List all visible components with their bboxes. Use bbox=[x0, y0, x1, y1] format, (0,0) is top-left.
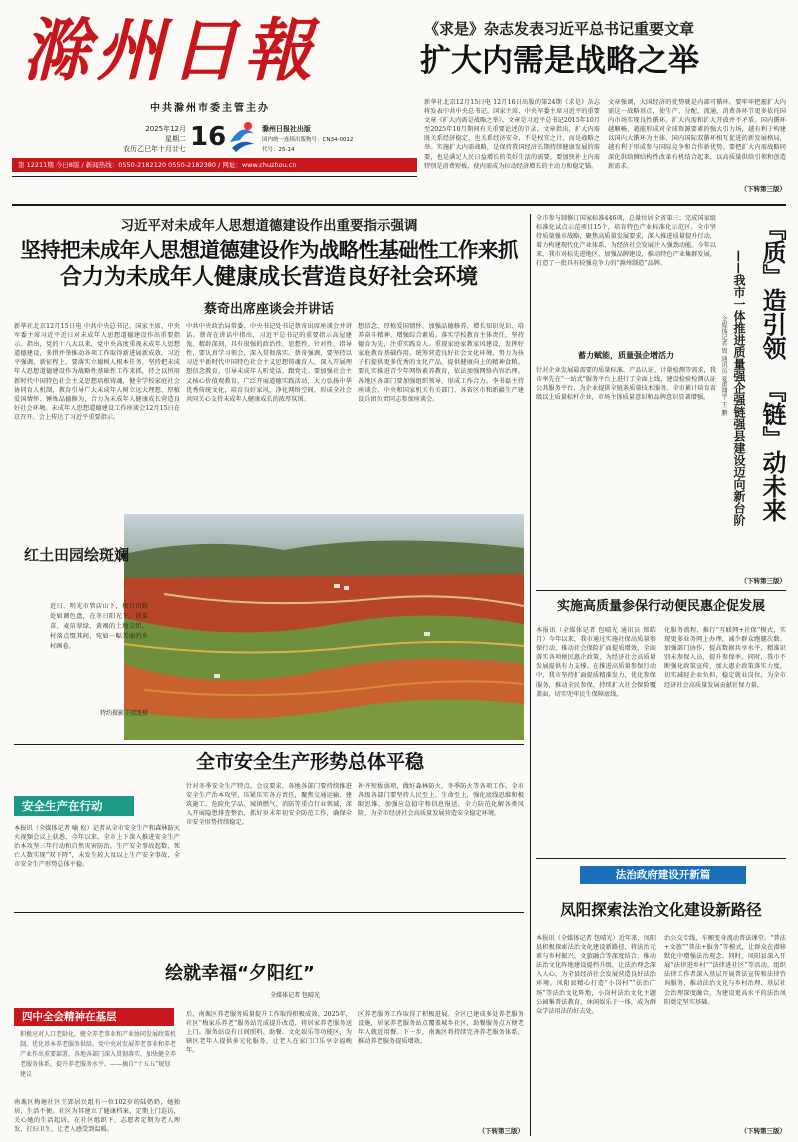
lead-story-subhead: 蔡奇出席座谈会并讲话 bbox=[203, 302, 334, 317]
quality-story-vertical-title-a: 『质』造引领 bbox=[758, 216, 786, 360]
care-story-col2: 后，南谯区养老服务质量提升工作取得积极成效。2025年，社区“梅家乐养老”服务站完成提升改造，将居家养老服务送上门。服务站设有日间照料、助餐、文化娱乐等功能区，为辖区老年人提供多元化服务，让老人在家门口乐享幸福晚年。 bbox=[186, 1011, 352, 1055]
quality-story-col1: 全市参与制修订国家标准446项，总量位居全省第三；完成国家级标准化试点示范项目15个，培育特色产业标准化示范区。全市坚持质量强市战略，聚焦高质量发展要求，深入推进质量提升行动，着力构建现代化产业体系，为经济社会发展注入强劲动能。今年以来，我市对标先进地区，加强品牌建设，推动特色产业集群发展，打造了一批具有较强竞争力的“滁州制造”品牌。 bbox=[536, 215, 716, 268]
masthead-organ: 中共滁州市委主管主办 bbox=[150, 103, 270, 114]
care-story-banner: 四中全会精神在基层 bbox=[14, 1008, 174, 1026]
care-story-byline: 全媒体记者 包晴光 bbox=[270, 992, 320, 999]
care-story-continued: （下转第三版） bbox=[478, 1127, 524, 1135]
safety-story-col1: 本报讯（全媒体记者 喻 松）记者从全市安全生产和森林防灭火视频会议上获悉，今年以来，全市上下深入推进安全生产治本攻坚三年行动和自然灾害防治，生产安全事故起数、死亡人数实现“双下降”，未发生较大及以上生产安全事故，全市安全生产形势总体平稳。 bbox=[14, 825, 180, 869]
section-divider-safety bbox=[14, 912, 524, 913]
masthead-publisher: 滁州日报社出版 bbox=[262, 125, 311, 133]
section-divider-quality bbox=[536, 590, 786, 591]
top-story-headline: 扩大内需是战略之举 bbox=[420, 43, 699, 79]
masthead-day-number: 16 bbox=[190, 122, 227, 152]
safety-story-headline: 全市安全生产形势总体平稳 bbox=[195, 751, 424, 773]
column-divider bbox=[530, 214, 531, 1136]
care-story-intro: 积极应对人口老龄化，健全养老事业和产业协同发展政策机制，优化基本养老服务供给。党中央对发展养老事业和养老产业作出重要部署，各地各部门深入贯彻落实，加快健全养老服务体系，提升养老服务水平。——摘自“十五五”规划建议 bbox=[20, 1031, 176, 1078]
lead-story-col3: 想信念、厚植爱国情怀、加强品德修养、增长知识见识、培养奋斗精神、增强综合素质。落实学校教育主体责任，坚持德育为先，注重实践育人。重视家庭家教家风建设，发挥好家庭教育基础作用。统筹营造良好社会文化环境，努力为孩子们提供更多优秀的文化产品，提供健康向上的精神食粮。要扎实推进青少年网络素养教育，依法加强网络内容治理。各地区各部门要加强组织领导，形成工作合力。李书磊主持座谈会。中央和国家机关有关部门、各省区市和新疆生产建设兵团负责同志参加座谈会。 bbox=[358, 323, 524, 403]
issue-line: 第 12211期 今日8版 / 新闻热线：0550-2182120 0550-2182380 / 网址：www.chuzhou.cn bbox=[18, 161, 297, 169]
care-story-col1: 南谯区梅塘社区王郢居民组有一位102岁的陆奶奶，她独居，生活不便。社区为其建立了健康档案，定期上门巡访，关心她的生活起居。在社区组织下，志愿者定期为老人理发、打扫卫生，让老人感受到温暖。 bbox=[14, 1099, 180, 1134]
quality-story-vertical-byline: 全媒体记者 毁 通讯员 夏甫翔宇 王 鹏 bbox=[720, 316, 727, 416]
lead-story-headline-1: 坚持把未成年人思想道德建设作为战略性基础性工作来抓 bbox=[20, 238, 518, 262]
masthead-date-line: 2025年12月 bbox=[145, 125, 186, 133]
lead-story-headline-2: 合力为未成年人健康成长营造良好社会环境 bbox=[59, 265, 478, 290]
photo-story-credit: 特约摄影王靖波摄 bbox=[99, 710, 148, 717]
insurance-story-headline: 实施高质量参保行动便民惠企促发展 bbox=[556, 599, 765, 614]
landscape-photo bbox=[124, 514, 524, 740]
section-divider-top bbox=[12, 204, 786, 206]
photo-story bbox=[14, 514, 524, 740]
quality-story-subhead: 蓄力赋能，质量强企增活力 bbox=[578, 351, 674, 360]
law-story-col1: 本报讯（全媒体记者 包晴光）近年来，凤阳县积极探索法治文化建设新路径，将法治元素与乡村振兴、文旅融合等深度结合，推动法治文化阵地建设提档升级，让法治理念深入人心，为全县经济社会发展营造良好法治环境。凤阳县精心打造“小岗村”“法治广场”等法治文化阵地，小岗村法治文化主题公园集普法教育、休闲娱乐于一体，成为群众学法用法的好去处。 bbox=[536, 935, 656, 1015]
masthead bbox=[0, 0, 798, 206]
law-story-banner: 法治政府建设开新篇 bbox=[580, 866, 746, 884]
newspaper-logo bbox=[226, 118, 258, 156]
law-story-col2: 治公交专线，车厢变身流动普法课堂。“普法+文旅”“普法+服务”等模式，让群众在潜移默化中增强法治观念。同时，凤阳县深入开展“法律进乡村”“法律进社区”等活动，组织法律工作者深入基层开展普法宣传和法律咨询服务，推动法治文化与乡村治理、基层社会治理深度融合，为建设更高水平的法治凤阳奠定坚实基础。 bbox=[664, 935, 786, 1006]
masthead-divider bbox=[12, 176, 417, 177]
lead-story-kicker: 习近平对未成年人思想道德建设作出重要指示强调 bbox=[120, 218, 418, 234]
top-story-continued: （下转第三版） bbox=[740, 185, 786, 193]
photo-story-caption: 近日，明光市管店山下，极目田野处如调色盘，在冬日阳光下，油菜苗、麦苗翠绿、黄褐的土地交织，村落点缀其间，宛如一幅美丽的乡村画卷。 bbox=[50, 603, 148, 650]
photo-story-title: 红土田园绘斑斓 bbox=[24, 546, 130, 564]
section-divider-photo bbox=[14, 744, 524, 745]
masthead-postal: 代号：25-14 bbox=[262, 147, 295, 153]
safety-story-banner: 安全生产在行动 bbox=[14, 796, 134, 816]
issue-bar bbox=[12, 158, 417, 172]
section-divider-insurance bbox=[536, 858, 786, 859]
care-story-headline: 绘就幸福“夕阳红” bbox=[165, 963, 315, 984]
lead-story-col2: 中共中央政治局常委、中央书记处书记蔡奇出席座谈会并讲话。蔡奇在讲话中指出，习近平总书记的重要指示高屋建瓴、精辟深刻，具有很强的政治性、思想性、针对性、指导性，要认真学习领会、深入贯彻落实。蔡奇强调，要坚持以习近平新时代中国特色社会主义思想铸魂育人，深入开展理想信念教育，引导未成年人听党话、跟党走。要加强社会主义核心价值观教育，广泛开展道德实践活动，大力弘扬中华优秀传统文化，培育良好家风，净化网络空间，形成全社会共同关心支持未成年人健康成长的浓厚氛围。 bbox=[186, 323, 352, 403]
quality-story-col2: 针对企业发展最需要的质量标准、产品认证、计量检测等需求，我市率先在“一站式”服务平台上进行了全面上线，建设检验检测认证公共服务平台，为企业提供全链条质量技术服务。全市累计培育省级以上质量标杆企业，市场主体质量意识和品牌意识显著增强。 bbox=[536, 367, 716, 402]
quality-story-vertical-subtitle: ——我市一体推进质量强企强链强县建设迈向新台阶 bbox=[732, 250, 746, 526]
masthead-title: 滁州日報 bbox=[22, 11, 319, 91]
care-story-col3: 区养老服务工作取得了积极进展。全区已建成多处养老服务设施，居家养老服务站点覆盖城乡社区，助餐服务点方便老年人就近用餐。下一步，南谯区将持续完善养老服务体系，推动养老服务提质增效。 bbox=[358, 1011, 524, 1046]
safety-story-col2: 针对冬季安全生产特点，会议要求，各地各部门要持续推进安全生产治本攻坚，压紧压实各方责任，聚焦交通运输、建筑施工、危险化学品、城镇燃气、消防等重点行业领域，深入开展隐患排查整治，抓好岁末年初安全防范工作，确保全市安全形势持续稳定。 bbox=[186, 783, 352, 827]
safety-story-col3: 补齐短板弱项，做好森林防火、冬季防火等各项工作。全市各级各部门要坚持人民至上、生命至上，强化底线思维和极限思维，加强应急值守和信息报送，全力防范化解各类风险，为全市经济社会高质量发展营造安全稳定环境。 bbox=[358, 783, 524, 818]
lead-story-col1: 新华社北京12月15日电 中共中央总书记、国家主席、中央军委主席习近平近日对未成年人思想道德建设作出重要指示。指出，党的十八大以来，党中央高度重视未成年人思想道德建设，多措并举推动各项工作取得新进展新成效。习近平强调，新征程上，要落实立德树人根本任务，坚持把未成年人思想道德建设作为战略性基础性工作来抓，持之以恒用新时代中国特色社会主义思想培根铸魂，健全学校家庭社会协同育人机制，教育引导广大未成年人树立远大理想、厚植爱国情怀、锤炼品德修为，合力为未成年人健康成长营造良好社会环境。未成年人思想道德建设工作座谈会12月15日在京召开。会上传达了习近平重要指示。 bbox=[14, 323, 180, 421]
masthead-weekday: 星期二 bbox=[165, 135, 186, 143]
masthead-cn-code: 国内统一连续出版物号：CN34-0012 bbox=[262, 137, 354, 143]
insurance-story-col1: 本报讯（全媒体记者 包晴光 通讯员 郑皓月）今年以来，我市通过实施社保高质量参保行动，推动社会保险扩面提质增效，全面落实各项便民惠企政策，为经济社会高质量发展提供有力支撑。在推进高质量参保行动中，我市坚持扩面提质精准发力，优化参保服务，推动全民参保，持续扩大社会保险覆盖面，切实兜牢民生保障底线。 bbox=[536, 627, 656, 698]
insurance-story-col2: 化服务流程，推行“互联网+社保”模式，实现更多业务网上办理，减少群众跑腿次数。加强部门协作，提高数据共享水平，精准识别未参保人员，提升参保率。同时，我市不断强化政策宣传，加大惠企政策落实力度，切实减轻企业负担，稳定就业岗位，为全市经济社会高质量发展贡献社保力量。 bbox=[664, 627, 786, 689]
law-story-headline: 凤阳探索法治文化建设新路径 bbox=[560, 901, 762, 919]
top-story-col1: 新华社北京12月15日电 12月16日出版的第24期《求是》杂志将发表中共中央总书记、国家主席、中央军委主席习近平的重要文章《扩大内需是战略之举》。文章是习近平总书记2015年10月至2025年10月期间有关重要论述的节录。文章指出，扩大内需既关系经济稳定，也关系经济安全，不是权宜之计，而是战略之举。实施扩大内需战略，是保持我国经济长期持续健康发展的需要，也是满足人民日益增长的美好生活的需要。要加快补上内需特别是消费短板，使内需成为拉动经济增长的主动力和稳定锚。 bbox=[424, 99, 600, 170]
quality-story-vertical-title-b: 『链』动未来 bbox=[758, 378, 786, 522]
top-story-col2: 文章强调，大国经济的优势就是内部可循环。要牢牢把握扩大内需这一战略基点，使生产、分配、流通、消费各环节更多依托国内市场实现良性循环。扩大内需和扩大开放并不矛盾。国内循环越顺畅，越能形成对全球资源要素的强大引力场，越有利于构建以国内大循环为主体、国内国际双循环相互促进的新发展格局，越有利于形成参与国际竞争和合作新优势。要把扩大内需战略同深化供给侧结构性改革有机结合起来，以高质量供给引领和创造新需求。 bbox=[608, 99, 786, 170]
law-story-continued: （下转第三版） bbox=[740, 1127, 786, 1135]
quality-story-continued: （下转第三版） bbox=[740, 577, 786, 585]
masthead-lunar: 农历乙巳年十月廿七 bbox=[123, 145, 186, 153]
top-story-kicker: 《求是》杂志发表习近平总书记重要文章 bbox=[424, 20, 695, 38]
